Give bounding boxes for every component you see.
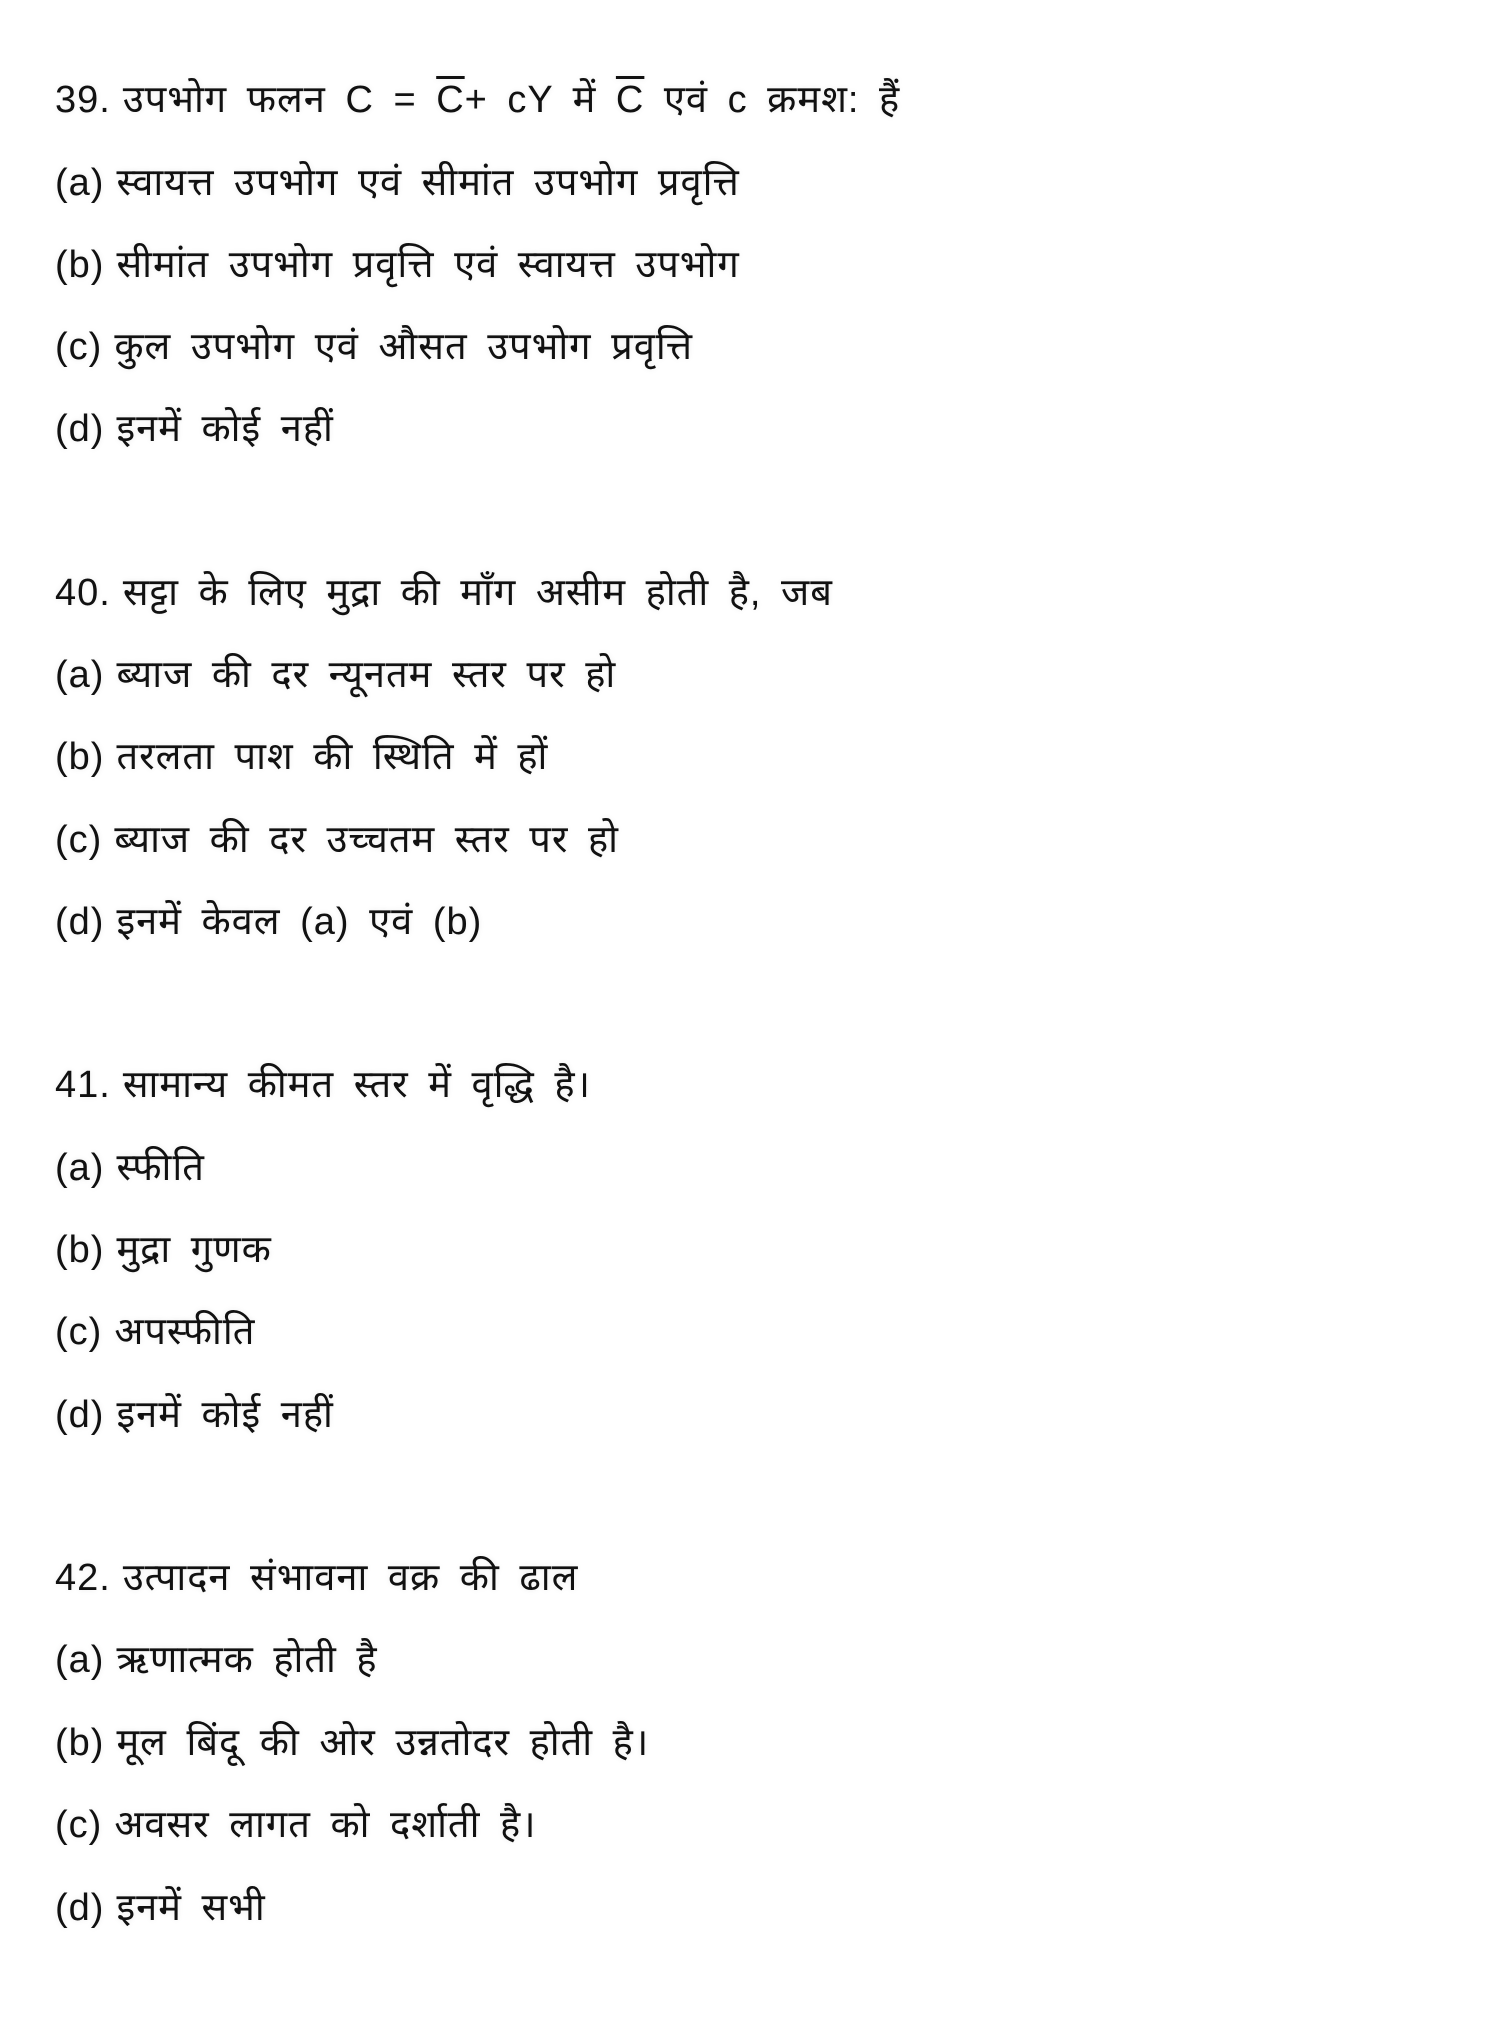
question-42 bbox=[55, 1553, 578, 1603]
option-label: (a) bbox=[55, 654, 105, 696]
question-number: 40. bbox=[55, 572, 111, 614]
option-text: इनमें सभी bbox=[116, 1887, 266, 1929]
question-text: सट्टा के लिए मुद्रा की माँग असीम होती है, जब bbox=[122, 572, 833, 614]
option-label: (d) bbox=[55, 1394, 105, 1436]
option-label: (c) bbox=[55, 1804, 103, 1846]
option-42-c[interactable] bbox=[55, 1800, 537, 1850]
question-text: सामान्य कीमत स्तर में वृद्धि है। bbox=[122, 1064, 591, 1106]
option-label: (b) bbox=[55, 1722, 105, 1764]
option-39-b[interactable] bbox=[55, 240, 740, 290]
option-label: (c) bbox=[55, 1311, 103, 1353]
option-39-d[interactable] bbox=[55, 404, 334, 454]
option-label: (d) bbox=[55, 408, 105, 450]
option-text: इनमें कोई नहीं bbox=[116, 408, 334, 450]
option-text: इनमें कोई नहीं bbox=[116, 1394, 334, 1436]
option-text: मूल बिंदू की ओर उन्नतोदर होती है। bbox=[116, 1722, 650, 1764]
c-bar-symbol: $\overline{C}$ bbox=[615, 79, 645, 121]
option-text: इनमें केवल (a) एवं (b) bbox=[116, 901, 483, 943]
question-text-part: + cY में bbox=[464, 79, 616, 121]
option-text: ब्याज की दर उच्चतम स्तर पर हो bbox=[114, 819, 620, 861]
option-40-d[interactable] bbox=[55, 897, 482, 947]
option-text: अवसर लागत को दर्शाती है। bbox=[114, 1804, 537, 1846]
question-text-part: उपभोग फलन C = bbox=[122, 79, 437, 121]
option-label: (c) bbox=[55, 819, 103, 861]
option-42-a[interactable] bbox=[55, 1635, 378, 1685]
question-number: 39. bbox=[55, 79, 111, 121]
option-text: कुल उपभोग एवं औसत उपभोग प्रवृत्ति bbox=[114, 326, 693, 368]
option-text: सीमांत उपभोग प्रवृत्ति एवं स्वायत्त उपभोग bbox=[116, 244, 740, 286]
option-42-d[interactable] bbox=[55, 1883, 266, 1933]
option-text: ब्याज की दर न्यूनतम स्तर पर हो bbox=[116, 654, 617, 696]
option-41-b[interactable] bbox=[55, 1225, 272, 1275]
option-40-a[interactable] bbox=[55, 650, 616, 700]
option-41-d[interactable] bbox=[55, 1390, 334, 1440]
option-label: (b) bbox=[55, 244, 105, 286]
option-41-c[interactable] bbox=[55, 1307, 255, 1357]
option-text: स्वायत्त उपभोग एवं सीमांत उपभोग प्रवृत्ति bbox=[116, 162, 740, 204]
question-40 bbox=[55, 568, 833, 618]
option-label: (a) bbox=[55, 1147, 105, 1189]
c-bar-symbol: $\overline{C}$ bbox=[436, 79, 465, 121]
option-text: मुद्रा गुणक bbox=[116, 1229, 272, 1271]
option-label: (a) bbox=[55, 162, 105, 204]
option-label: (b) bbox=[55, 736, 105, 778]
option-39-a[interactable] bbox=[55, 158, 740, 208]
option-40-c[interactable] bbox=[55, 815, 619, 865]
option-label: (a) bbox=[55, 1639, 105, 1681]
option-41-a[interactable] bbox=[55, 1143, 205, 1193]
question-41 bbox=[55, 1060, 591, 1110]
option-42-b[interactable] bbox=[55, 1718, 649, 1768]
option-label: (d) bbox=[55, 1887, 105, 1929]
option-label: (d) bbox=[55, 901, 105, 943]
option-text: तरलता पाश की स्थिति में हों bbox=[116, 736, 549, 778]
option-text: ऋणात्मक होती है bbox=[116, 1639, 378, 1681]
option-text: स्फीति bbox=[116, 1147, 205, 1189]
question-number: 42. bbox=[55, 1557, 111, 1599]
question-39 bbox=[55, 75, 900, 125]
question-number: 41. bbox=[55, 1064, 111, 1106]
option-label: (b) bbox=[55, 1229, 105, 1271]
question-text-part: एवं c क्रमश: हैं bbox=[644, 79, 901, 121]
option-text: अपस्फीति bbox=[114, 1311, 256, 1353]
option-label: (c) bbox=[55, 326, 103, 368]
question-text: उत्पादन संभावना वक्र की ढाल bbox=[122, 1557, 579, 1599]
option-40-b[interactable] bbox=[55, 732, 548, 782]
option-39-c[interactable] bbox=[55, 322, 693, 372]
